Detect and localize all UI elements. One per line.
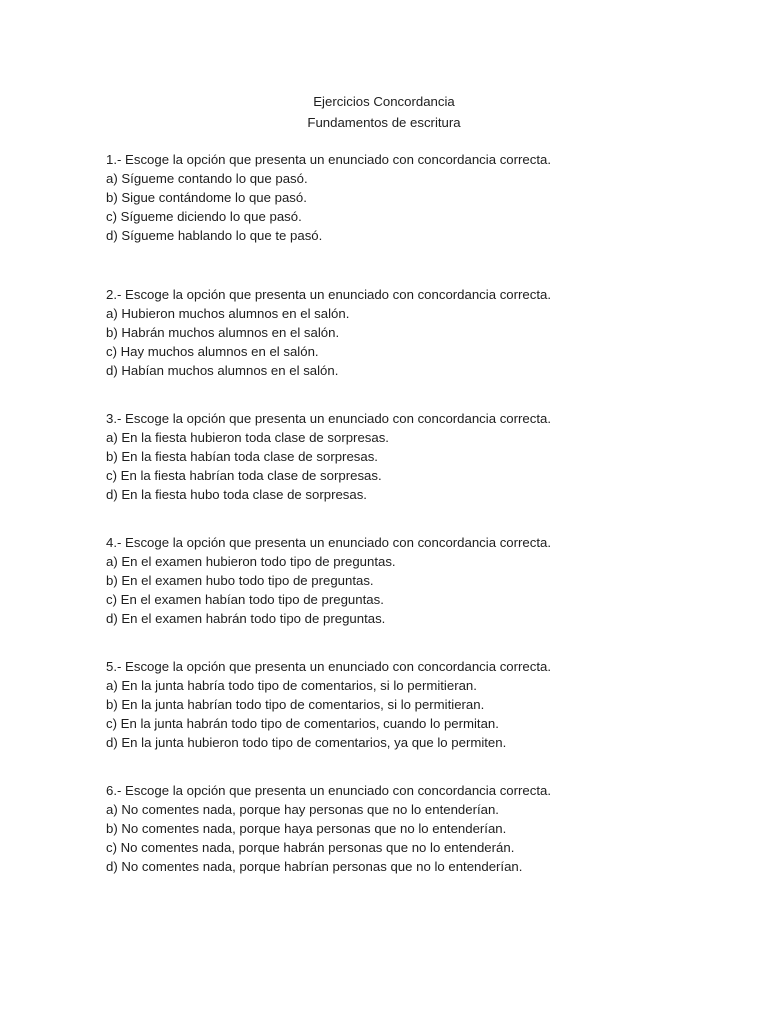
exercise-question: 4.- Escoge la opción que presenta un enunciado con concordancia correcta. [106, 535, 552, 550]
exercise-option: a) Hubieron muchos alumnos en el salón. [106, 306, 350, 322]
exercise-option: d) En el examen habrán todo tipo de preguntas. [106, 611, 386, 627]
exercise-option: b) Sigue contándome lo que pasó. [106, 190, 307, 206]
exercise-option: a) No comentes nada, porque hay personas que no lo entenderían. [106, 802, 499, 818]
exercise-option: b) Habrán muchos alumnos en el salón. [106, 325, 340, 341]
exercise-option: b) En la junta habrían todo tipo de comentarios, si lo permitieran. [106, 697, 485, 713]
exercise-option: d) En la junta hubieron todo tipo de comentarios, ya que lo permiten. [106, 735, 507, 751]
exercise-option: c) En la junta habrán todo tipo de comentarios, cuando lo permitan. [106, 716, 499, 732]
exercise-option: d) Habían muchos alumnos en el salón. [106, 363, 339, 379]
exercise-option: c) En la fiesta habrían toda clase de sorpresas. [106, 468, 382, 484]
document-subtitle: Fundamentos de escritura [307, 115, 461, 130]
exercise-option: c) Sígueme diciendo lo que pasó. [106, 209, 302, 225]
document-title: Ejercicios Concordancia [313, 94, 455, 109]
exercise-option: c) No comentes nada, porque habrán personas que no lo entenderán. [106, 840, 515, 856]
exercise-option: c) En el examen habían todo tipo de preguntas. [106, 592, 384, 608]
exercise-5 [106, 657, 706, 752]
exercise-option: b) No comentes nada, porque haya personas que no lo entenderían. [106, 821, 507, 837]
exercise-option: b) En la fiesta habían toda clase de sorpresas. [106, 449, 378, 465]
exercise-option: c) Hay muchos alumnos en el salón. [106, 344, 319, 360]
exercise-2 [106, 285, 706, 380]
exercise-option: a) En la fiesta hubieron toda clase de sorpresas. [106, 430, 389, 446]
exercise-question: 5.- Escoge la opción que presenta un enunciado con concordancia correcta. [106, 659, 552, 674]
exercise-question: 1.- Escoge la opción que presenta un enunciado con concordancia correcta. [106, 152, 552, 167]
exercise-option: d) Sígueme hablando lo que te pasó. [106, 228, 323, 244]
exercise-question: 6.- Escoge la opción que presenta un enunciado con concordancia correcta. [106, 783, 552, 798]
exercise-option: b) En el examen hubo todo tipo de preguntas. [106, 573, 374, 589]
exercise-6 [106, 781, 706, 876]
exercise-option: a) En el examen hubieron todo tipo de preguntas. [106, 554, 396, 570]
title-block [0, 91, 768, 133]
exercise-option: d) No comentes nada, porque habrían personas que no lo entenderían. [106, 859, 523, 875]
exercise-1 [106, 150, 706, 245]
exercise-question: 2.- Escoge la opción que presenta un enunciado con concordancia correcta. [106, 287, 552, 302]
exercise-3 [106, 409, 706, 504]
exercise-question: 3.- Escoge la opción que presenta un enunciado con concordancia correcta. [106, 411, 552, 426]
exercise-4 [106, 533, 706, 628]
exercise-option: a) Sígueme contando lo que pasó. [106, 171, 308, 187]
exercise-option: a) En la junta habría todo tipo de comentarios, si lo permitieran. [106, 678, 477, 694]
exercise-option: d) En la fiesta hubo toda clase de sorpresas. [106, 487, 367, 503]
